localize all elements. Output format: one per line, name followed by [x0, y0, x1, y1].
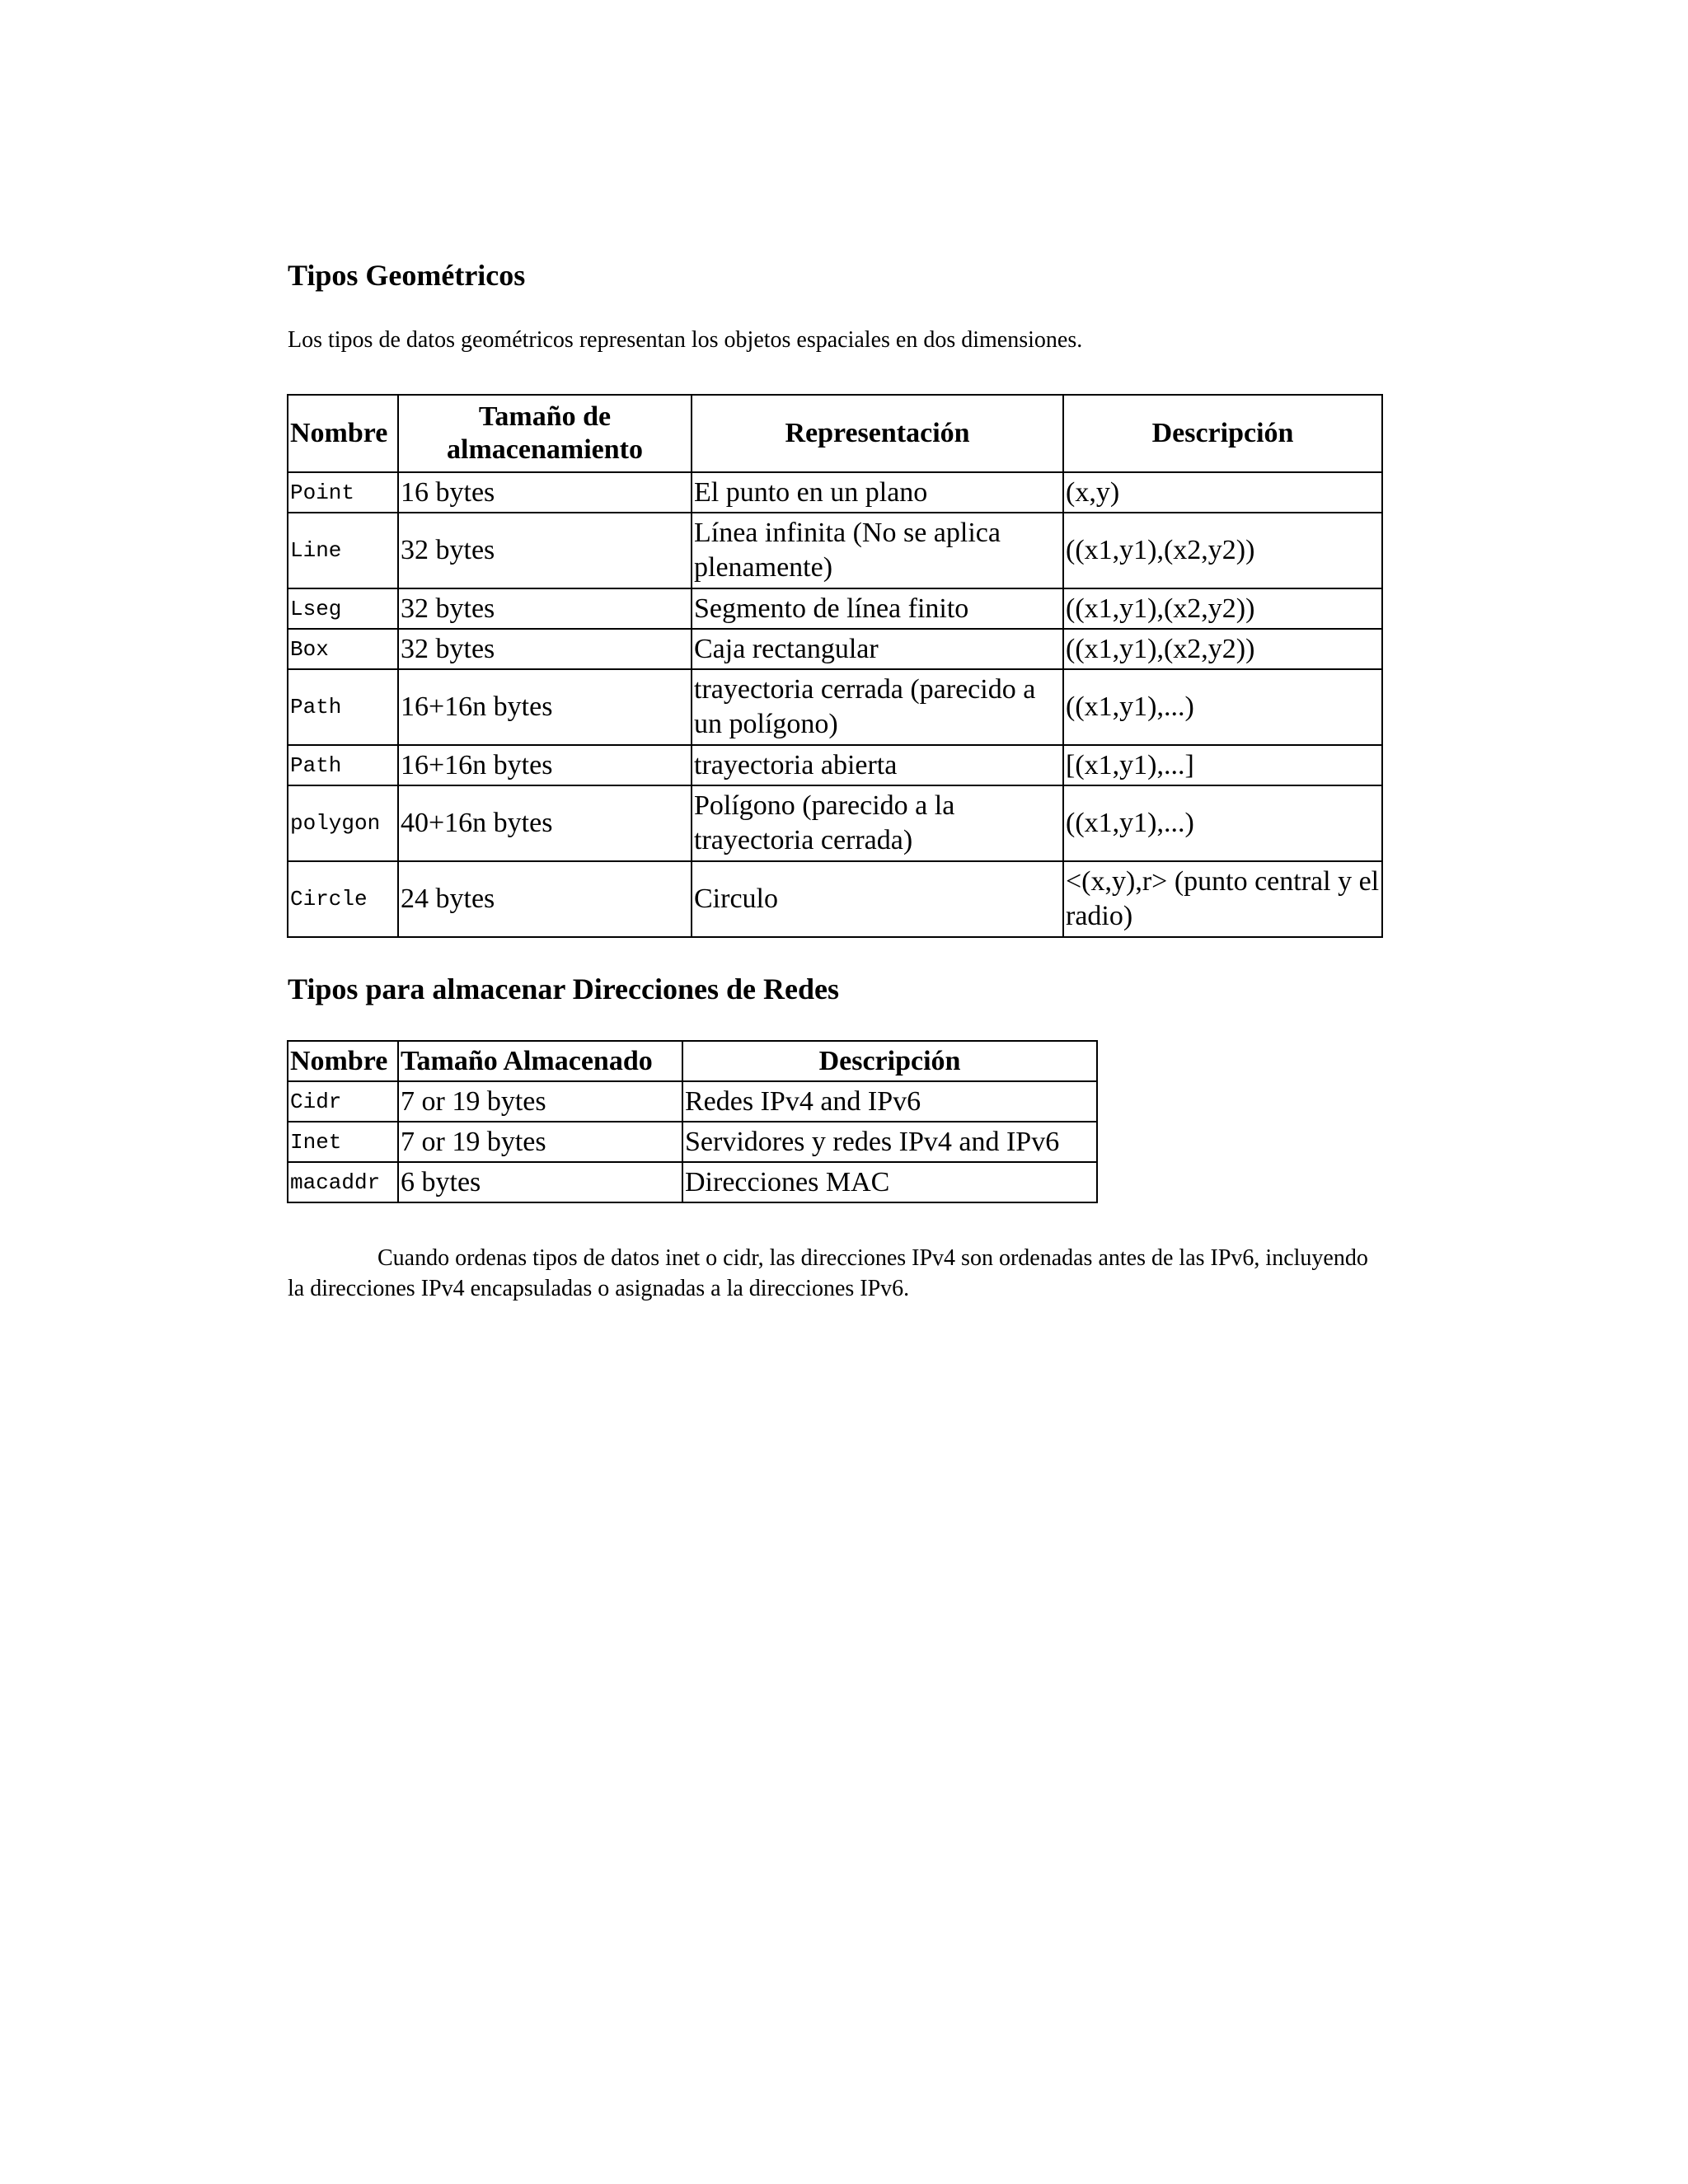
- closing-paragraph: Cuando ordenas tipos de datos inet o cidr, las direcciones IPv4 son ordenadas antes de las IPv6, incluyendo la direcciones IPv4 encapsuladas o asignadas a la direcciones IPv6.: [288, 1245, 1368, 1301]
- type-name: Circle: [288, 861, 398, 937]
- storage-size: 7 or 19 bytes: [398, 1081, 682, 1122]
- description: <(x,y),r> (punto central y el radio): [1063, 861, 1382, 937]
- description: ((x1,y1),(x2,y2)): [1063, 629, 1382, 669]
- header-tamano: Tamaño de almacenamiento: [398, 395, 692, 472]
- table-row: [288, 629, 1382, 669]
- type-name: Path: [288, 669, 398, 745]
- geometric-types-table: [287, 394, 1383, 938]
- storage-size: 32 bytes: [398, 513, 692, 588]
- header-descripcion: Descripción: [682, 1041, 1097, 1081]
- type-name: Line: [288, 513, 398, 588]
- representation: trayectoria abierta: [692, 745, 1063, 785]
- type-name: Inet: [288, 1122, 398, 1162]
- network-types-table: [287, 1040, 1098, 1203]
- table-row: [288, 669, 1382, 745]
- description: ((x1,y1),...): [1063, 785, 1382, 861]
- table-row: [288, 861, 1382, 937]
- storage-size: 16+16n bytes: [398, 745, 692, 785]
- description: Redes IPv4 and IPv6: [682, 1081, 1097, 1122]
- storage-size: 32 bytes: [398, 629, 692, 669]
- type-name: Point: [288, 472, 398, 513]
- table-row: [288, 1081, 1097, 1122]
- description: Direcciones MAC: [682, 1162, 1097, 1202]
- description: [(x1,y1),...]: [1063, 745, 1382, 785]
- table-row: [288, 1162, 1097, 1202]
- storage-size: 24 bytes: [398, 861, 692, 937]
- header-nombre: Nombre: [288, 395, 398, 472]
- representation: trayectoria cerrada (parecido a un polígono): [692, 669, 1063, 745]
- header-nombre: Nombre: [288, 1041, 398, 1081]
- representation: El punto en un plano: [692, 472, 1063, 513]
- representation: Polígono (parecido a la trayectoria cerrada): [692, 785, 1063, 861]
- representation: Segmento de línea finito: [692, 588, 1063, 629]
- table-row: [288, 1122, 1097, 1162]
- type-name: Cidr: [288, 1081, 398, 1122]
- table-header-row: [288, 395, 1382, 472]
- header-descripcion: Descripción: [1063, 395, 1382, 472]
- type-name: Box: [288, 629, 398, 669]
- storage-size: 7 or 19 bytes: [398, 1122, 682, 1162]
- representation: Circulo: [692, 861, 1063, 937]
- storage-size: 16 bytes: [398, 472, 692, 513]
- table-row: [288, 785, 1382, 861]
- geometric-types-heading: Tipos Geométricos: [288, 259, 526, 292]
- storage-size: 32 bytes: [398, 588, 692, 629]
- network-types-heading: Tipos para almacenar Direcciones de Redes: [288, 972, 839, 1005]
- description: (x,y): [1063, 472, 1382, 513]
- representation: Caja rectangular: [692, 629, 1063, 669]
- description: ((x1,y1),(x2,y2)): [1063, 588, 1382, 629]
- header-tamano-almacenado: Tamaño Almacenado: [398, 1041, 682, 1081]
- type-name: Path: [288, 745, 398, 785]
- table-row: [288, 588, 1382, 629]
- description: Servidores y redes IPv4 and IPv6: [682, 1122, 1097, 1162]
- table-row: [288, 472, 1382, 513]
- type-name: macaddr: [288, 1162, 398, 1202]
- storage-size: 40+16n bytes: [398, 785, 692, 861]
- table-header-row: [288, 1041, 1097, 1081]
- geometric-intro-text: Los tipos de datos geométricos representan los objetos espaciales en dos dimensiones.: [288, 327, 1083, 353]
- header-representacion: Representación: [692, 395, 1063, 472]
- type-name: Lseg: [288, 588, 398, 629]
- storage-size: 16+16n bytes: [398, 669, 692, 745]
- storage-size: 6 bytes: [398, 1162, 682, 1202]
- type-name: polygon: [288, 785, 398, 861]
- table-row: [288, 513, 1382, 588]
- table-row: [288, 745, 1382, 785]
- representation: Línea infinita (No se aplica plenamente): [692, 513, 1063, 588]
- description: ((x1,y1),(x2,y2)): [1063, 513, 1382, 588]
- description: ((x1,y1),...): [1063, 669, 1382, 745]
